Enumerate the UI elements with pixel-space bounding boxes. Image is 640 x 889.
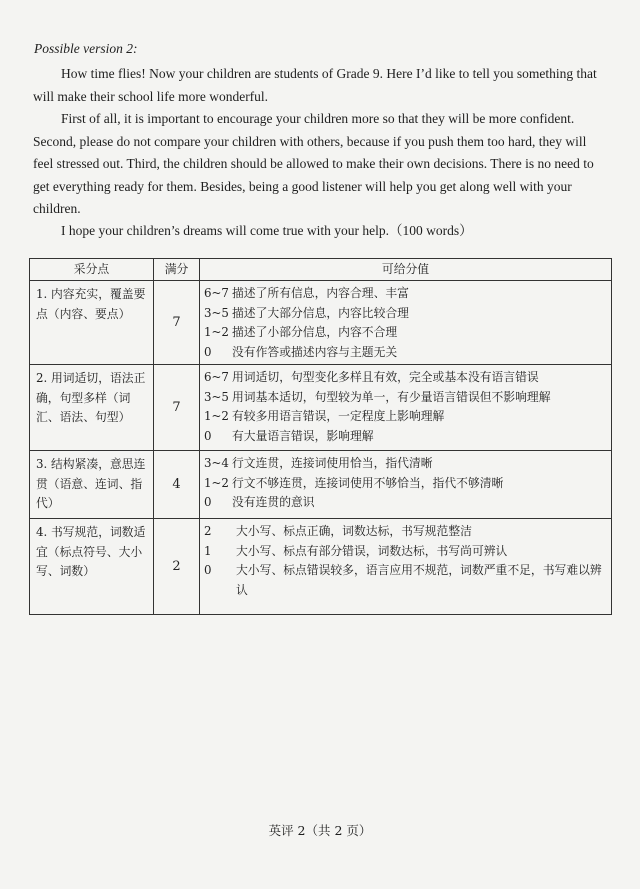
score-level (204, 522, 607, 542)
score-level (204, 454, 607, 474)
header-max-score: 满分 (154, 259, 200, 281)
score-level (204, 388, 607, 408)
table-row (30, 519, 612, 615)
score-level (204, 323, 607, 343)
essay-paragraph: First of all, it is important to encourage your children more so that they will be more confident. Second, please do not compare your children with others, because if you push them too hard, they will feel stressed out. Third, the children should be allowed to make their own decisions. There is no need to get everything ready for them. Besides, being a good listener will help you get along well with your children. (33, 111, 594, 216)
score-range: 2 (204, 524, 212, 538)
score-description: 用词适切，句型变化多样且有效，完全或基本没有语言错误 (232, 370, 539, 384)
score-range: 1 (204, 543, 212, 558)
max-score-cell: 7 (154, 365, 200, 451)
score-range: 1~2 (204, 409, 229, 423)
score-description: 行文连贯，连接词使用恰当，指代清晰 (232, 456, 433, 470)
score-range: 6~7 (204, 286, 229, 300)
score-description: 有较多用语言错误，一定程度上影响理解 (232, 409, 445, 423)
score-level (204, 343, 607, 363)
score-description: 没有作答或描述内容与主题无关 (232, 344, 398, 359)
page-footer: 英评 2（共 2 页） (268, 823, 372, 838)
score-range: 1~2 (204, 325, 229, 339)
max-score-cell: 2 (154, 519, 200, 615)
score-range: 0 (204, 428, 212, 443)
score-range: 0 (204, 563, 212, 577)
score-description: 大小写、标点正确，词数达标，书写规范整洁 (236, 524, 472, 538)
essay-paragraph: How time flies! Now your children are students of Grade 9. Here I’d like to tell you something that will make their school life more wonderful. (33, 66, 597, 104)
criterion-cell: 4. 书写规范，词数适宜（标点符号、大小写、词数） (30, 519, 154, 615)
score-level (204, 407, 607, 427)
score-level (204, 368, 607, 388)
scoring-rubric-table (29, 258, 612, 615)
score-level (204, 304, 607, 324)
levels-cell (200, 451, 612, 519)
score-range: 3~5 (204, 389, 229, 404)
score-description: 有大量语言错误，影响理解 (232, 428, 374, 443)
version-title: Possible version 2: (34, 41, 138, 56)
max-score-cell: 7 (154, 281, 200, 365)
score-description: 大小写、标点错误较多，语言应用不规范，词数严重不足，书写难以辨认 (236, 563, 602, 597)
score-range: 1~2 (204, 475, 229, 490)
header-criterion: 采分点 (30, 259, 154, 281)
score-description: 没有连贯的意识 (232, 495, 315, 509)
score-description: 描述了小部分信息，内容不合理 (232, 325, 398, 339)
score-level (204, 542, 607, 562)
score-description: 用词基本适切，句型较为单一，有少量语言错误但不影响理解 (232, 389, 551, 404)
score-range: 3~4 (204, 456, 229, 470)
score-level (204, 427, 607, 447)
max-score-cell: 4 (154, 451, 200, 519)
levels-cell (200, 281, 612, 365)
table-row (30, 365, 612, 451)
score-level (204, 493, 607, 513)
score-level (204, 474, 607, 494)
score-range: 3~5 (204, 305, 229, 320)
levels-cell (200, 519, 612, 615)
criterion-cell: 2. 用词适切，语法正确，句型多样（词汇、语法、句型） (30, 365, 154, 451)
header-score-levels: 可给分值 (200, 259, 612, 281)
score-range: 0 (204, 344, 212, 359)
essay-paragraph: I hope your children’s dreams will come true with your help.（100 words） (61, 223, 473, 238)
score-description: 行文不够连贯，连接词使用不够恰当，指代不够清晰 (232, 475, 504, 490)
criterion-cell: 3. 结构紧凑，意思连贯（语意、连词、指代） (30, 451, 154, 519)
score-level (204, 284, 607, 304)
criterion-cell: 1. 内容充实，覆盖要点（内容、要点） (30, 281, 154, 365)
score-level (204, 561, 607, 600)
score-description: 描述了所有信息，内容合理、丰富 (232, 286, 409, 300)
score-range: 6~7 (204, 370, 229, 384)
score-range: 0 (204, 495, 212, 509)
table-row (30, 451, 612, 519)
table-row (30, 281, 612, 365)
table-header-row (30, 259, 612, 281)
score-description: 大小写、标点有部分错误，词数达标，书写尚可辨认 (236, 543, 508, 558)
levels-cell (200, 365, 612, 451)
score-description: 描述了大部分信息，内容比较合理 (232, 305, 409, 320)
